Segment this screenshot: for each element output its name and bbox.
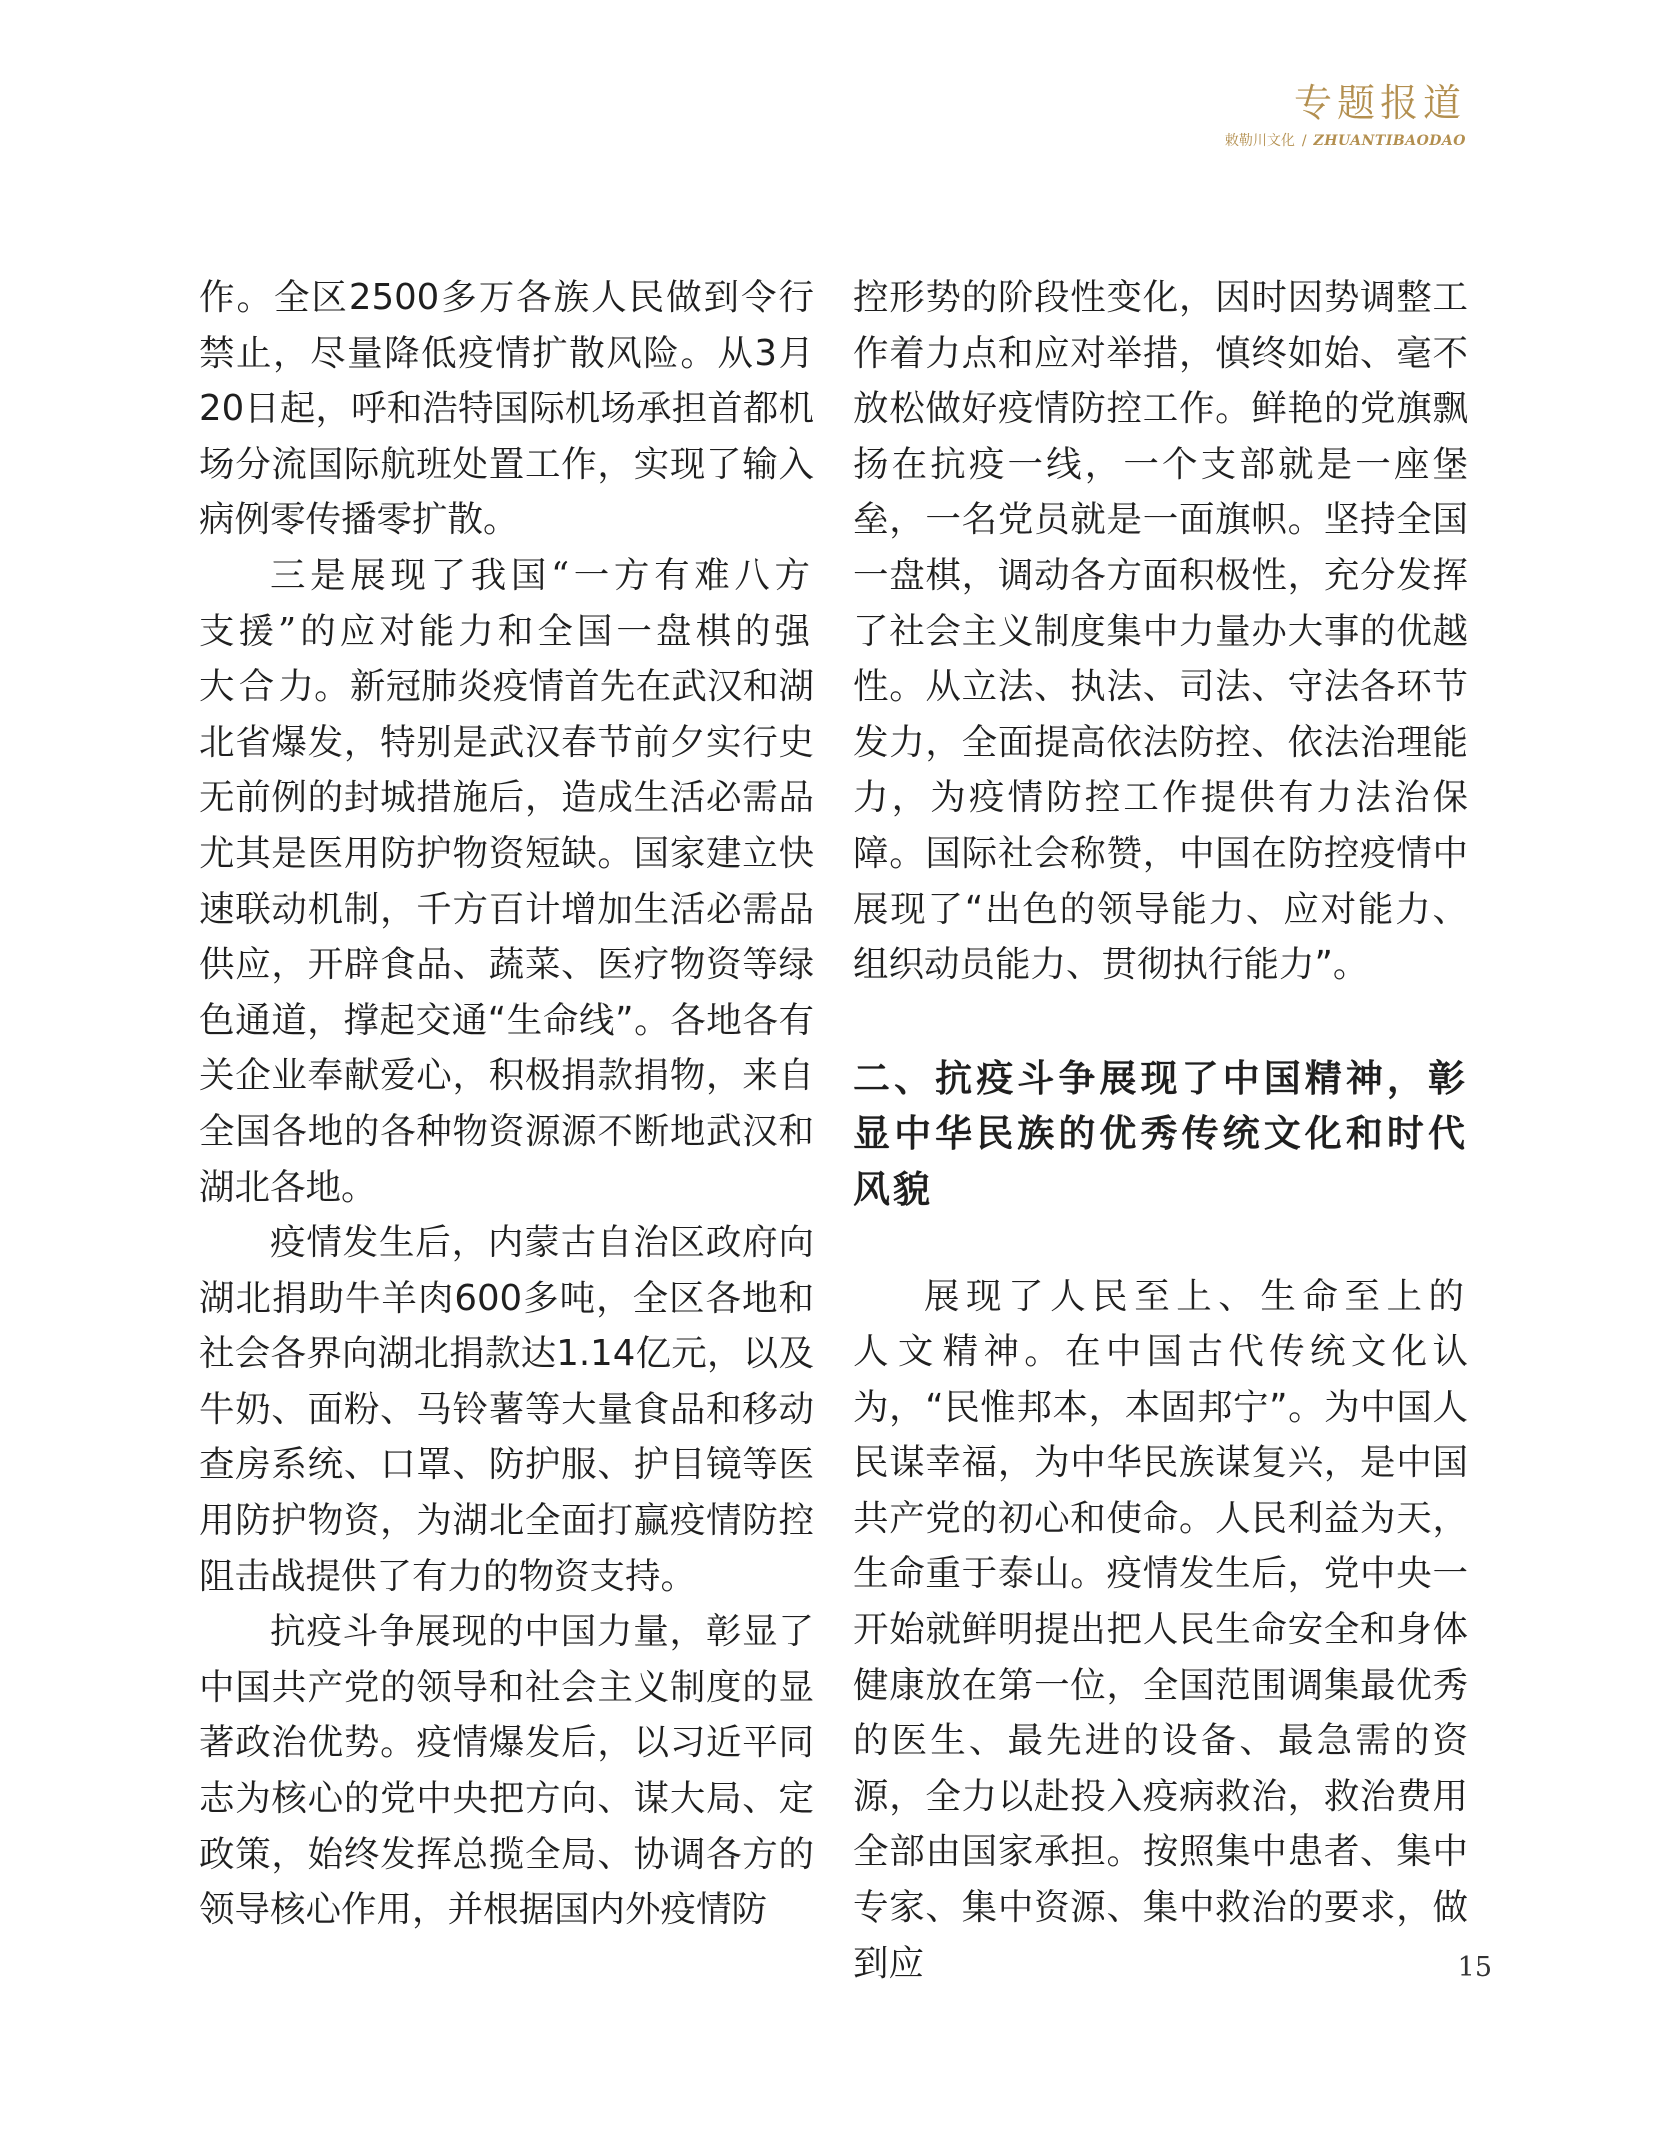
paragraph (199, 548, 814, 1215)
page-header (1046, 78, 1466, 150)
page-number: 15 (1457, 1952, 1492, 1983)
section-title: 专题报道 (1293, 81, 1466, 125)
section-title-pinyin: ZHUANTIBAODAO (1313, 133, 1466, 149)
left-column (199, 270, 814, 1938)
paragraph: 抗疫斗争展现的中国力量，彰显了中国共产党的领导和社会主义制度的显著政治优势。疫情爆发后，以习近平同志为核心的党中央把方向、谋大局、定政策，始终发挥总揽全局、协调各方的领导核心作用，并根据国内外疫情防 (199, 1611, 814, 1931)
magazine-name: 敕勒川文化 (1224, 133, 1295, 149)
paragraph-body: 精神。在中国古代传统文化认为，“民惟邦本，本固邦宁”。为中国人民谋幸福，为中华民族谋复兴，是中国共产党的初心和使命。人民利益为天，生命重于泰山。疫情发生后，党中央一开始就鲜明提出把人民生命安全和身体健康放在第一位，全国范围调集最优秀的医生、最先进的设备、最急需的资源，全力以赴投入疫病救治，救治费用全部由国家承担。按照集中患者、集中专家、集中资源、集中救治的要求，做到应 (853, 1331, 1468, 1984)
subtitle-separator: / (1301, 133, 1307, 149)
right-column (853, 270, 1468, 1991)
emphasis-lead: 三是展现了我国“一方有难八方支援”的应对能力和全国一盘棋的强大合 (199, 554, 814, 708)
paragraph-body: 力。新冠肺炎疫情首先在武汉和湖北省爆发，特别是武汉春节前夕实行史无前例的封城措施后，造成生活必需品尤其是医用防护物资短缺。国家建立快速联动机制，千方百计增加生活必需品供应，开辟食品、蔬菜、医疗物资等绿色通道，撑起交通“生命线”。各地各有关企业奉献爱心，积极捐款捐物，来自全国各地的各种物资源源不断地武汉和湖北各地。 (199, 666, 814, 1208)
paragraph: 疫情发生后，内蒙古自治区政府向湖北捐助牛羊肉600多吨，全区各地和社会各界向湖北捐款达1.14亿元，以及牛奶、面粉、马铃薯等大量食品和移动查房系统、口罩、防护服、护目镜等医用防护物资，为湖北全面打赢疫情防控阻击战提供了有力的物资支持。 (199, 1222, 814, 1597)
section-heading: 二、抗疫斗争展现了中国精神，彰显中华民族的优秀传统文化和时代风貌 (853, 1056, 1468, 1211)
paragraph (853, 1269, 1468, 1992)
paragraph: 作。全区2500多万各族人民做到令行禁止，尽量降低疫情扩散风险。从3月20日起，呼和浩特国际机场承担首都机场分流国际航班处置工作，实现了输入病例零传播零扩散。 (199, 277, 814, 541)
section-subtitle (1046, 132, 1466, 150)
paragraph: 控形势的阶段性变化，因时因势调整工作着力点和应对举措，慎终如始、毫不放松做好疫情防控工作。鲜艳的党旗飘扬在抗疫一线，一个支部就是一座堡垒，一名党员就是一面旗帜。坚持全国一盘棋，调动各方面积极性，充分发挥了社会主义制度集中力量办大事的优越性。从立法、执法、司法、守法各环节发力，全面提高依法防控、依法治理能力，为疫情防控工作提供有力法治保障。国际社会称赞，中国在防控疫情中展现了“出色的领导能力、应对能力、组织动员能力、贯彻执行能力”。 (853, 277, 1468, 986)
emphasis-lead: 展现了人民至上、生命至上的人文 (853, 1275, 1468, 1373)
